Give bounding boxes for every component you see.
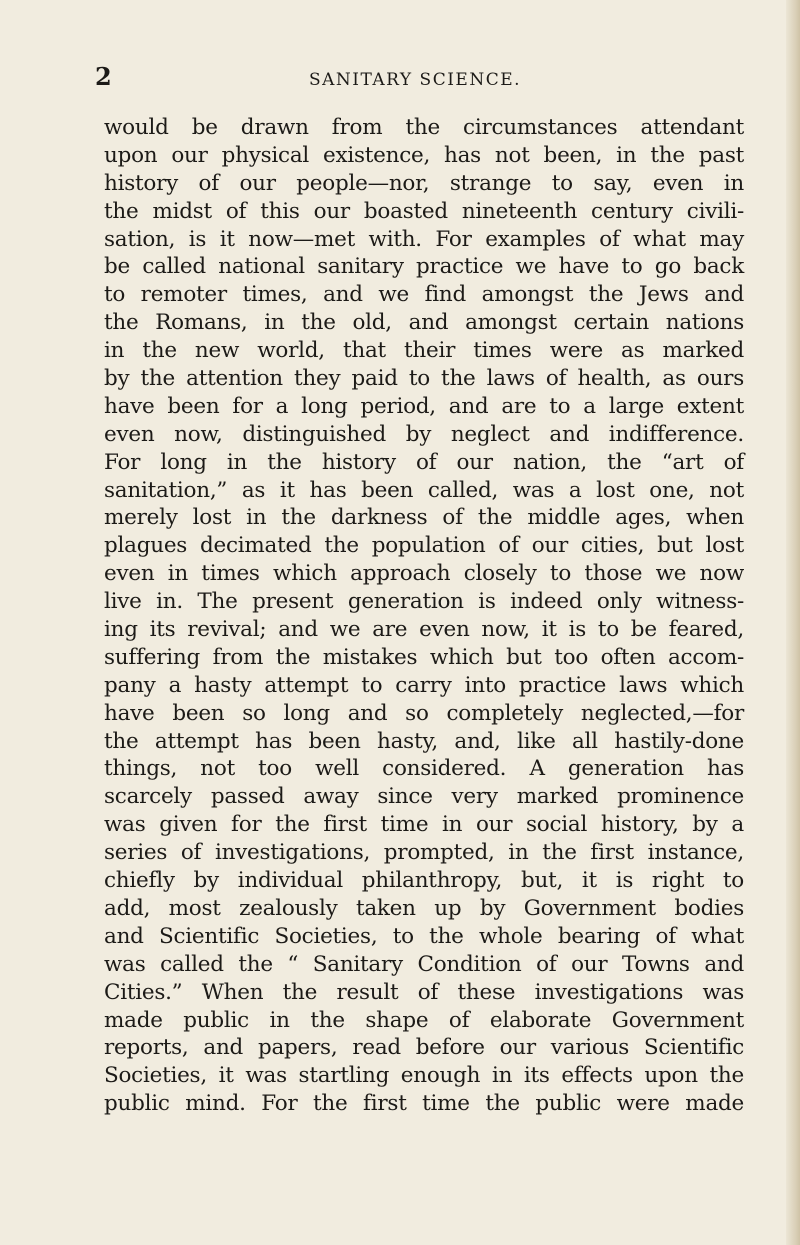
text-line: Societies, it was startling enough in its effects upon the	[104, 1063, 744, 1089]
text-line: was called the “ Sanitary Condition of our Towns and	[104, 951, 744, 977]
text-line: to remoter times, and we find amongst the Jews and	[104, 282, 744, 308]
text-line: would be drawn from the circumstances attendant	[104, 115, 744, 140]
text-line: For long in the history of our nation, the “art of	[104, 449, 744, 475]
text-line: reports, and papers, read before our various Scientific	[104, 1035, 744, 1061]
text-line: ing its revival; and we are even now, it is to be feared,	[104, 617, 744, 643]
text-line: public mind. For the first time the public were made	[104, 1091, 744, 1117]
text-line: add, most zealously taken up by Government bodies	[104, 895, 744, 921]
text-line: and Scientific Societies, to the whole bearing of what	[104, 923, 744, 949]
text-line: live in. The present generation is indeed only witness-	[104, 589, 744, 615]
text-line: have been so long and so completely neglected,—for	[104, 700, 744, 726]
text-line: history of our people—nor, strange to say, even in	[104, 170, 744, 196]
text-line: Cities.” When the result of these investigations was	[104, 979, 744, 1005]
text-line: sation, is it now—met with. For examples of what may	[104, 226, 744, 252]
text-line: scarcely passed away since very marked prominence	[104, 784, 744, 810]
text-line: the Romans, in the old, and amongst certain nations	[104, 310, 744, 336]
text-line: chiefly by individual philanthropy, but, it is right to	[104, 868, 744, 894]
text-line: was given for the first time in our social history, by a	[104, 812, 744, 838]
text-line: even in times which approach closely to those we now	[104, 561, 744, 587]
page-edge-shadow	[786, 0, 800, 1245]
text-line: things, not too well considered. A generation has	[104, 756, 744, 782]
text-line: the midst of this our boasted nineteenth century civili-	[104, 198, 744, 224]
running-head	[95, 62, 735, 102]
text-line: merely lost in the darkness of the middle ages, when	[104, 505, 744, 531]
text-line: upon our physical existence, has not been, in the past	[104, 142, 744, 168]
body-text	[104, 114, 744, 1118]
text-line: made public in the shape of elaborate Government	[104, 1007, 744, 1033]
text-line: even now, distinguished by neglect and indifference.	[104, 421, 744, 447]
text-line: suffering from the mistakes which but too often accom-	[104, 644, 744, 670]
text-line: the attempt has been hasty, and, like all hastily-done	[104, 728, 744, 754]
text-line: by the attention they paid to the laws of health, as ours	[104, 366, 744, 392]
text-line: plagues decimated the population of our cities, but lost	[104, 533, 744, 559]
text-line: have been for a long period, and are to a large extent	[104, 393, 744, 419]
running-title: SANITARY SCIENCE.	[308, 70, 522, 90]
text-line: pany a hasty attempt to carry into practice laws which	[104, 672, 744, 698]
page-number: 2	[95, 62, 112, 91]
text-line: sanitation,” as it has been called, was a lost one, not	[104, 477, 744, 503]
text-line: in the new world, that their times were as marked	[104, 338, 744, 364]
text-line: be called national sanitary practice we have to go back	[104, 254, 744, 280]
text-line: series of investigations, prompted, in the first instance,	[104, 840, 744, 866]
